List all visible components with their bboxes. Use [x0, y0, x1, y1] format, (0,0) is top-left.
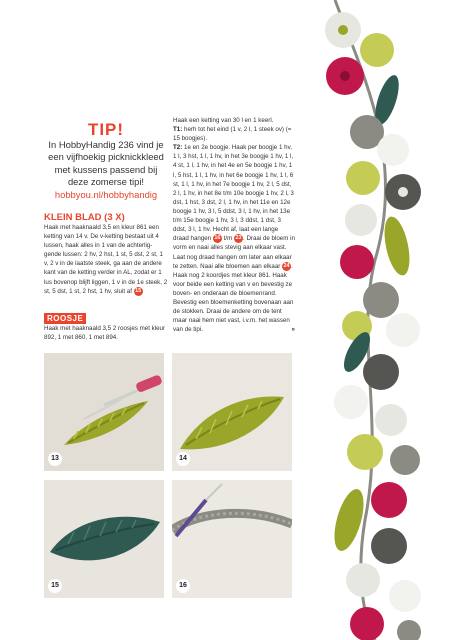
row2-label: T2: [173, 144, 183, 152]
step-ref-badge: 16 [214, 235, 221, 242]
chain-cord-illustration [172, 480, 292, 598]
leaf-finished-illustration [172, 353, 292, 471]
step-photo-15 [44, 480, 164, 598]
photo-number: 15 [48, 579, 62, 593]
flower-garland-decoration [305, 0, 453, 640]
tip-link[interactable]: hobbyou.nl/hobbyhandig [54, 189, 158, 200]
row2-text-final: . Haak nog 2 koordjes met kleur 861. Haak voor beide een ketting van v en bevestig ze boven- en onderaan de bloemenrand. Bevestig een bloemenketting bovenaan aan de stokken. Draai de andere om de tent maar naai hem niet vast, i.v.m. het wassen van de tipi. [173, 262, 294, 334]
row1-label: T1: [173, 126, 183, 134]
klein-blad-instructions: Haak met haaknaald 3,5 en kleur 861 een ketting van 14 v. De v-ketting bestaat uit 4 lussen, haak alles in 1 van de achterlig-gende lussen: 2 hv, 2 hst, 1 st, 5 dst, 2 st, 1 v, 2 v in de laatste steek, ga aan de andere kant van de ketting verder in AL, zodat er 1 lus bovenop blijft liggen, 1 v in de 1e steek, 2 st, 5 dst, 1 st, 2 hst, 1 hv, sluit af [44, 224, 168, 295]
range-word: t/m [223, 235, 233, 243]
pattern-instructions [173, 116, 295, 335]
dark-leaf-illustration [44, 480, 164, 598]
step-photo-16 [172, 480, 292, 598]
photo-number: 14 [176, 452, 190, 466]
row1-text: herh tot het eind (1 v, 2 l, 1 steek ov) (= 15 boogjes). [173, 126, 292, 143]
row2-text: 1e en 2e boogje. Haak per boogje 1 hv, 1 l, 3 hst, 1 l, 1 hv, in het 3e boogje 1 hv, 1 l, 4 st, 1 l, 1 hv, in het 4e en 5e boogje 1 hv, 1 l, 5 hst, 1 l, 1 hv, in het 6e boogje 1 hv, 1 l, 6 st, 1 l, 1 hv, in het 7e boogje 1 hv, 2 l, 5 dst, 2 l, 1 hv, in het 8e t/m 10e boogje 1 hv, 2 l, 3 dst, 1 hst, 3 dst, 2 l, 1 hv, in het 11e en 12e boogje 1 hv, 3 l, 5 ddst, 3 l, 1 hv, in het 13e t/m 15e boogje 1 hv, 3 l, 3 ddst, 1 dst, 3 ddst, 3 l, 1 hv. Hecht af, laat een lange draad hangen [173, 144, 294, 243]
heading-roosje: ROOSJE [44, 313, 86, 324]
step-ref-badge: 23 [235, 235, 242, 242]
continue-mark: » [291, 326, 295, 334]
klein-blad-text [44, 223, 168, 296]
row2-text-continued: . Draai de bloem in vorm en naai alles stevig aan elkaar vast. Laat nog draad hangen om later aan elkaar te zetten. Naai alle bloemen aan elkaar [173, 235, 295, 270]
chain-instruction: Haak een ketting van 30 l en 1 keerl. [173, 117, 274, 124]
step-photo-13 [44, 353, 164, 471]
roosje-text: Haak met haaknaald 3,5 2 roosjes met kleur 892, 1 met 860, 1 met 894. [44, 325, 166, 342]
step-photo-14 [172, 353, 292, 471]
step-ref-badge: 24 [283, 262, 290, 269]
photo-number: 13 [48, 452, 62, 466]
step-ref-badge: 15 [135, 287, 142, 294]
photo-number: 16 [176, 579, 190, 593]
heading-klein-blad: KLEIN BLAD (3 X) [44, 212, 125, 223]
tip-title: TIP! [87, 120, 125, 139]
leaf-crochet-illustration [44, 353, 164, 471]
tip-body: In HobbyHandig 236 vind je een vijfhoekig picknickkleed met kussens passend bij deze zomerse tipi! [48, 139, 164, 188]
